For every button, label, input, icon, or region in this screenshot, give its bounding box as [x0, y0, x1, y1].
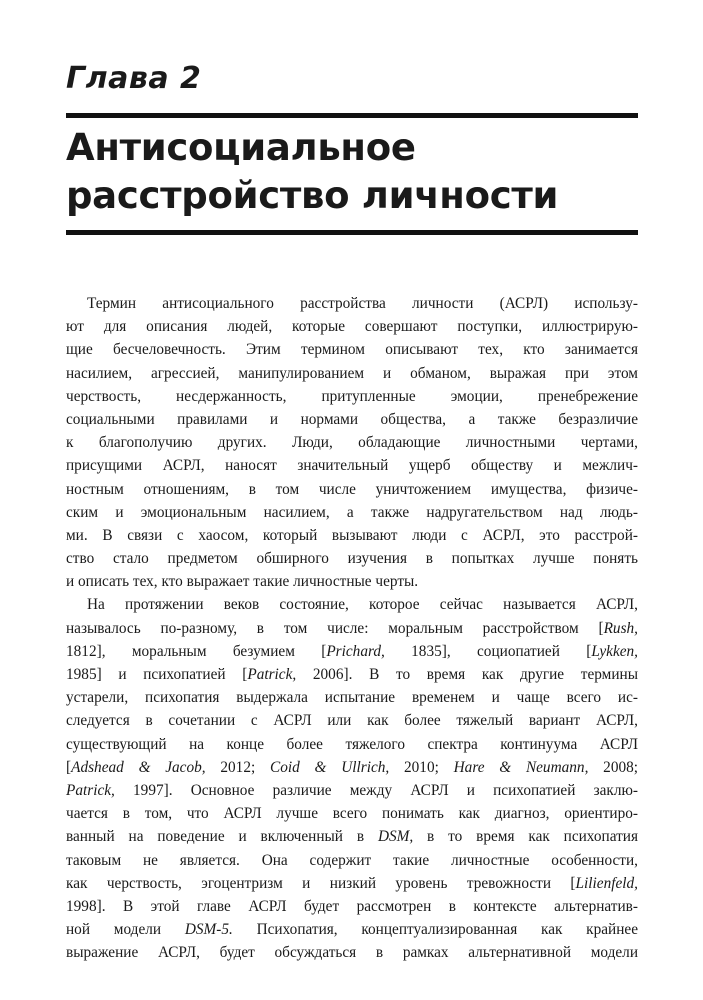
text-line: выражение АСРЛ, будет обсуждаться в рамках альтернативной модели — [66, 944, 638, 962]
text-line: существующий на конце более тяжелого спектра континуума АСРЛ — [66, 735, 638, 753]
text-line: чается в том, что АСРЛ лучше всего понимать как диагноз, ориентиро- — [66, 805, 638, 823]
text-line: ми. В связи с хаосом, который вызывают люди с АСРЛ, это расстрой- — [66, 526, 638, 544]
text-line: к благополучию других. Люди, обладающие личностными чертами, — [66, 434, 638, 452]
text-line: На протяжении веков состояние, которое сейчас называется АСРЛ, — [87, 596, 638, 614]
text-line: таковым не является. Она содержит такие личностные особенности, — [66, 851, 638, 869]
text-line: ют для описания людей, которые совершают поступки, иллюстрирую- — [66, 318, 638, 336]
text-line: устарели, психопатия выдержала испытание временем и чаще всего ис- — [66, 689, 638, 707]
text-line: социальными правилами и нормами общества, а также безразличие — [66, 410, 638, 428]
text-line: Patrick, 1997]. Основное различие между АСРЛ и психопатией заклю- — [66, 781, 638, 799]
bottom-rule — [66, 230, 638, 235]
text-line: ство стало предметом обширного изучения в попытках лучше понять — [66, 550, 638, 568]
chapter-title-line-2: расстройство личности — [66, 174, 559, 217]
chapter-title-line-1: Антисоциальное — [66, 126, 416, 169]
text-line: 1998]. В этой главе АСРЛ будет рассмотрен в контексте альтернатив- — [66, 897, 638, 915]
text-line: ским и эмоциональным насилием, а также надругательством над людь- — [66, 503, 638, 521]
chapter-label: Глава 2 — [66, 61, 202, 96]
text-line: следуется в сочетании с АСРЛ или как более тяжелый вариант АСРЛ, — [66, 712, 638, 730]
text-line: 1812], моральным безумием [Prichard, 1835], социопатией [Lykken, — [66, 642, 639, 660]
text-line: [Adshead & Jacob, 2012; Coid & Ullrich, 2010; Hare & Neumann, 2008; — [66, 758, 639, 776]
text-line: насилием, агрессией, манипулированием и обманом, выражая при этом — [66, 364, 638, 382]
top-rule — [66, 113, 638, 118]
paragraph-1 — [66, 292, 638, 593]
text-line: черствость, несдержанность, притупленные эмоции, пренебрежение — [66, 387, 638, 405]
text-line: называлось по-разному, в том числе: моральным расстройством [Rush, — [66, 619, 638, 637]
text-line: ностным отношениям, в том числе уничтожением имущества, физиче- — [66, 480, 638, 498]
chapter-title — [66, 124, 638, 220]
text-line: присущими АСРЛ, наносят значительный ущерб обществу и межлич- — [66, 457, 638, 475]
text-line: ной модели DSM-5. Психопатия, концептуализированная как крайнее — [66, 921, 638, 939]
text-line: как черствость, эгоцентризм и низкий уровень тревожности [Lilienfeld, — [66, 874, 638, 892]
text-line: Термин антисоциального расстройства личности (АСРЛ) использу- — [87, 295, 638, 312]
body-text — [66, 292, 638, 964]
paragraph-2 — [66, 593, 638, 964]
text-line: ванный на поведение и включенный в DSM, в то время как психопатия — [66, 828, 639, 846]
text-line: 1985] и психопатией [Patrick, 2006]. В то время как другие термины — [66, 666, 639, 683]
text-line: и описать тех, кто выражает такие личностные черты. — [66, 573, 419, 591]
book-page — [66, 0, 638, 1000]
text-line: щие бесчеловечность. Этим термином описывают тех, кто занимается — [66, 341, 638, 359]
